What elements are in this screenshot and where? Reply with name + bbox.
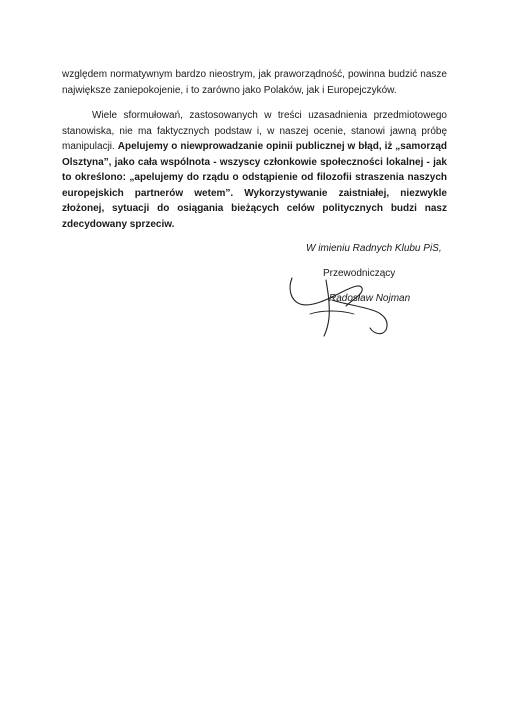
paragraph-2-bold: Apelujemy o niewprowadzanie opinii publicznej w błąd, iż „samorząd Olsztyna”, jako cała wspólnota - wszyscy członkowie społeczności lokalnej - jak to określono: „apelujemy do rządu o odstąpienie od filozofii straszenia naszych europejskich partnerów wetem”. Wykorzystywanie zaistniałej, niezwykle złożonej, sytuacji do osiągania bieżących celów politycznych budzi nasz zdecydowany sprzeciw.: [62, 141, 447, 230]
signature-intro: W imieniu Radnych Klubu PiS,: [306, 243, 442, 254]
paragraph-1: względem normatywnym bardzo nieostrym, jak praworządność, powinna budzić nasze największe zaniepokojenie, i to zarówno jako Polaków, jak i Europejczyków.: [62, 69, 447, 96]
paragraph-2: [62, 108, 447, 232]
signature-role: Przewodniczący: [323, 268, 396, 279]
signature-name: Radosław Nojman: [329, 293, 411, 304]
handwritten-signature: [282, 270, 407, 340]
letter-body: [62, 67, 447, 232]
paragraph-2-normal: Wiele sformułowań, zastosowanych w treści uzasadnienia przedmiotowego stanowiska, nie ma faktycznych podstaw i, w naszej ocenie, stanowi jawną próbę manipulacji.: [62, 110, 447, 152]
